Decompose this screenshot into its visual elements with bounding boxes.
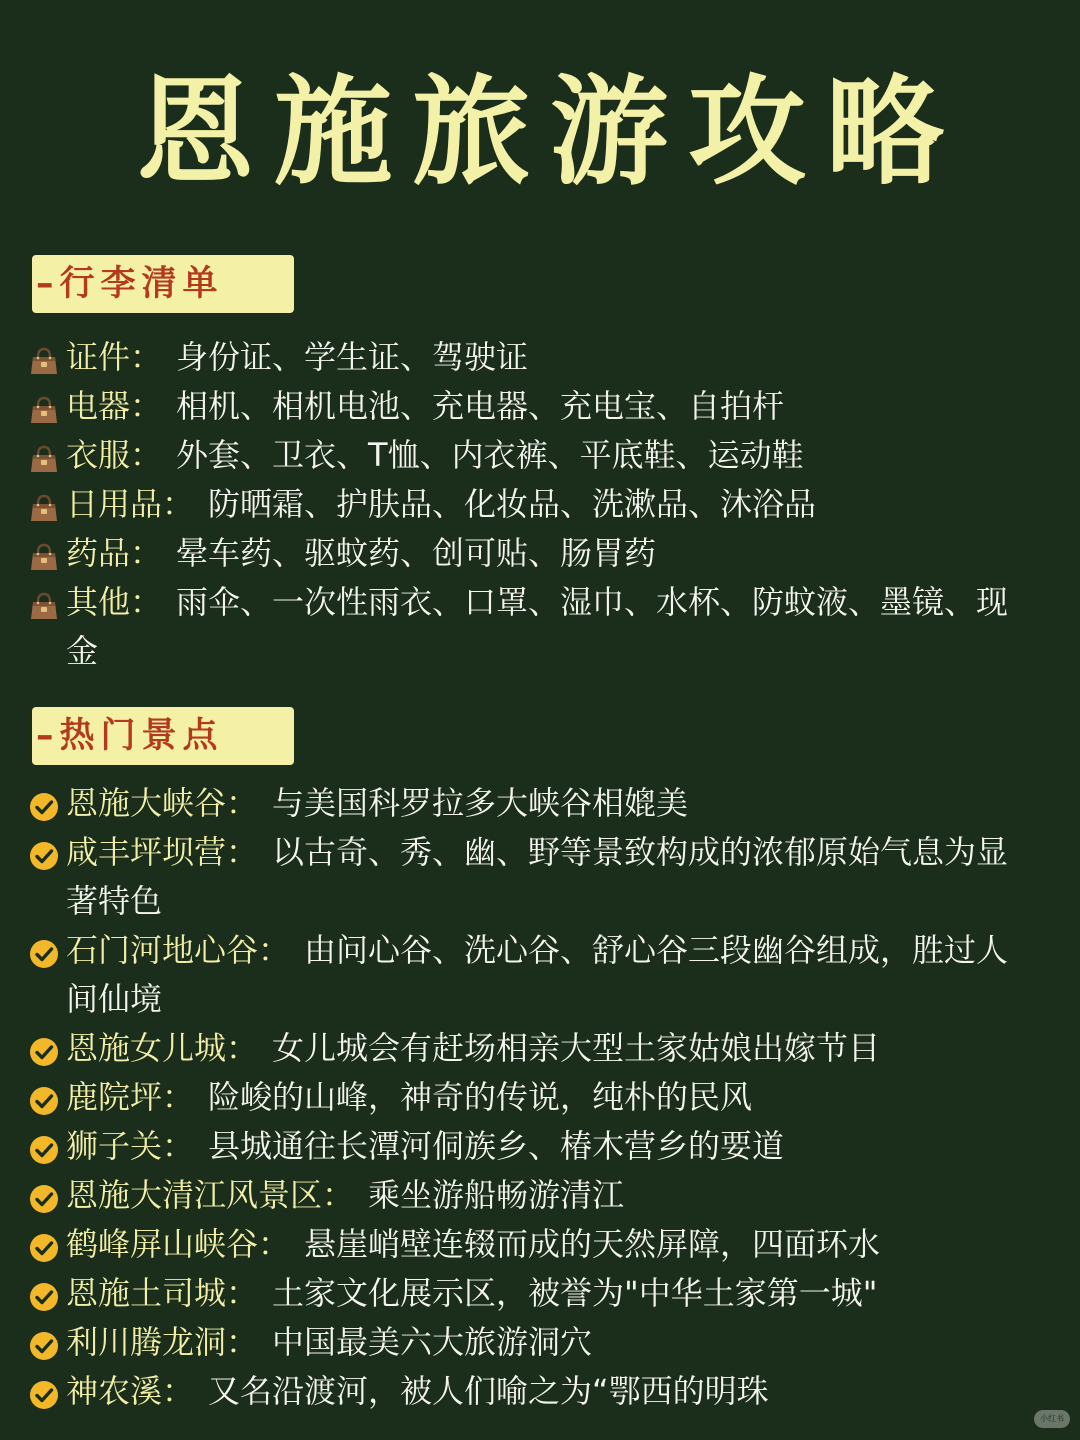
- spots-item-colon: ：: [226, 1323, 259, 1361]
- luggage-item-colon: ：: [130, 583, 163, 621]
- handbag-icon: [28, 391, 60, 423]
- luggage-list: [28, 333, 1038, 676]
- check-icon: [28, 1376, 60, 1408]
- luggage-item-colon: ：: [130, 534, 163, 572]
- luggage-item: [28, 578, 1038, 676]
- spots-item-colon: ：: [162, 1078, 195, 1116]
- handbag-icon: [28, 342, 60, 374]
- check-icon: [28, 1229, 60, 1261]
- luggage-item: [28, 480, 1038, 529]
- check-icon: [28, 837, 60, 869]
- spots-item-colon: ：: [226, 1029, 259, 1067]
- luggage-item: [28, 431, 1038, 480]
- luggage-item-text: 防晒霜、护肤品、化妆品、洗漱品、沐浴品: [208, 485, 817, 523]
- spots-item-text: 由问心谷、洗心谷、舒心谷三段幽谷组成，胜过人间仙境: [66, 931, 1009, 1018]
- luggage-item-colon: ：: [130, 387, 163, 425]
- spots-item-text: 以古奇、秀、幽、野等景致构成的浓郁原始气息为显著特色: [66, 833, 1009, 920]
- spots-item-text: 乘坐游船畅游清江: [368, 1176, 625, 1214]
- spots-item-label: 鹤峰屏山峡谷: [66, 1225, 259, 1263]
- spots-item-colon: ：: [258, 1225, 291, 1263]
- luggage-item-label: 证件: [66, 338, 131, 376]
- spots-item: [28, 1171, 1038, 1220]
- luggage-header: –行李清单: [32, 255, 294, 313]
- check-icon: [28, 1327, 60, 1359]
- luggage-item-label: 衣服: [66, 436, 131, 474]
- spots-item-label: 石门河地心谷: [66, 931, 259, 969]
- spots-item: [28, 1318, 1038, 1367]
- spots-item-label: 利川腾龙洞: [66, 1323, 227, 1361]
- check-icon: [28, 1278, 60, 1310]
- spots-item-colon: ：: [162, 1127, 195, 1165]
- check-icon: [28, 1180, 60, 1212]
- check-icon: [28, 1082, 60, 1114]
- spots-item: [28, 1367, 1038, 1416]
- luggage-item: [28, 382, 1038, 431]
- watermark: 小红书: [1034, 1410, 1070, 1428]
- spots-item: [28, 1024, 1038, 1073]
- spots-item-colon: ：: [258, 931, 291, 969]
- page-title: 恩施旅游攻略: [135, 63, 964, 201]
- luggage-item: [28, 333, 1038, 382]
- spots-item-colon: ：: [226, 784, 259, 822]
- luggage-item-label: 电器: [66, 387, 131, 425]
- spots-item: [28, 1269, 1038, 1318]
- spots-item-text: 土家文化展示区，被誉为"中华土家第一城": [272, 1274, 878, 1312]
- luggage-item-label: 药品: [66, 534, 131, 572]
- spots-item-label: 鹿院坪: [66, 1078, 163, 1116]
- luggage-item: [28, 529, 1038, 578]
- handbag-icon: [28, 489, 60, 521]
- handbag-icon: [28, 440, 60, 472]
- spots-item-label: 恩施大峡谷: [66, 784, 227, 822]
- luggage-item-text: 外套、卫衣、T恤、内衣裤、平底鞋、运动鞋: [176, 436, 804, 474]
- spots-item: [28, 1122, 1038, 1171]
- spots-item: [28, 828, 1038, 926]
- spots-item-label: 狮子关: [66, 1127, 163, 1165]
- spots-item-label: 恩施土司城: [66, 1274, 227, 1312]
- luggage-item-colon: ：: [162, 485, 195, 523]
- spots-item: [28, 1073, 1038, 1122]
- spots-item-text: 中国最美六大旅游洞穴: [272, 1323, 593, 1361]
- check-icon: [28, 1131, 60, 1163]
- spots-list: [28, 779, 1038, 1416]
- spots-item-label: 恩施大清江风景区: [66, 1176, 323, 1214]
- spots-item-colon: ：: [226, 833, 259, 871]
- spots-item: [28, 1220, 1038, 1269]
- spots-item-text: 险峻的山峰，神奇的传说，纯朴的民风: [208, 1078, 753, 1116]
- spots-item-text: 又名沿渡河，被人们喻之为“鄂西的明珠: [208, 1372, 769, 1410]
- spots-item-text: 悬崖峭壁连辍而成的天然屏障，四面环水: [304, 1225, 881, 1263]
- luggage-item-label: 其他: [66, 583, 131, 621]
- spots-item-text: 与美国科罗拉多大峡谷相媲美: [272, 784, 689, 822]
- spots-item: [28, 926, 1038, 1024]
- check-icon: [28, 788, 60, 820]
- check-icon: [28, 935, 60, 967]
- luggage-item-colon: ：: [130, 436, 163, 474]
- check-icon: [28, 1033, 60, 1065]
- spots-item-colon: ：: [226, 1274, 259, 1312]
- spots-item: [28, 779, 1038, 828]
- spots-item-label: 恩施女儿城: [66, 1029, 227, 1067]
- luggage-item-text: 相机、相机电池、充电器、充电宝、自拍杆: [176, 387, 785, 425]
- spots-item-text: 女儿城会有赶场相亲大型土家姑娘出嫁节目: [272, 1029, 881, 1067]
- luggage-item-text: 身份证、学生证、驾驶证: [176, 338, 529, 376]
- spots-item-label: 咸丰坪坝营: [66, 833, 227, 871]
- spots-header: –热门景点: [32, 707, 294, 765]
- spots-item-colon: ：: [162, 1372, 195, 1410]
- spots-item-colon: ：: [322, 1176, 355, 1214]
- luggage-item-colon: ：: [130, 338, 163, 376]
- handbag-icon: [28, 587, 60, 619]
- luggage-item-label: 日用品: [66, 485, 163, 523]
- spots-item-label: 神农溪: [66, 1372, 163, 1410]
- luggage-item-text: 雨伞、一次性雨衣、口罩、湿巾、水杯、防蚊液、墨镜、现金: [66, 583, 1009, 670]
- handbag-icon: [28, 538, 60, 570]
- luggage-item-text: 晕车药、驱蚊药、创可贴、肠胃药: [176, 534, 657, 572]
- spots-item-text: 县城通往长潭河侗族乡、椿木营乡的要道: [208, 1127, 785, 1165]
